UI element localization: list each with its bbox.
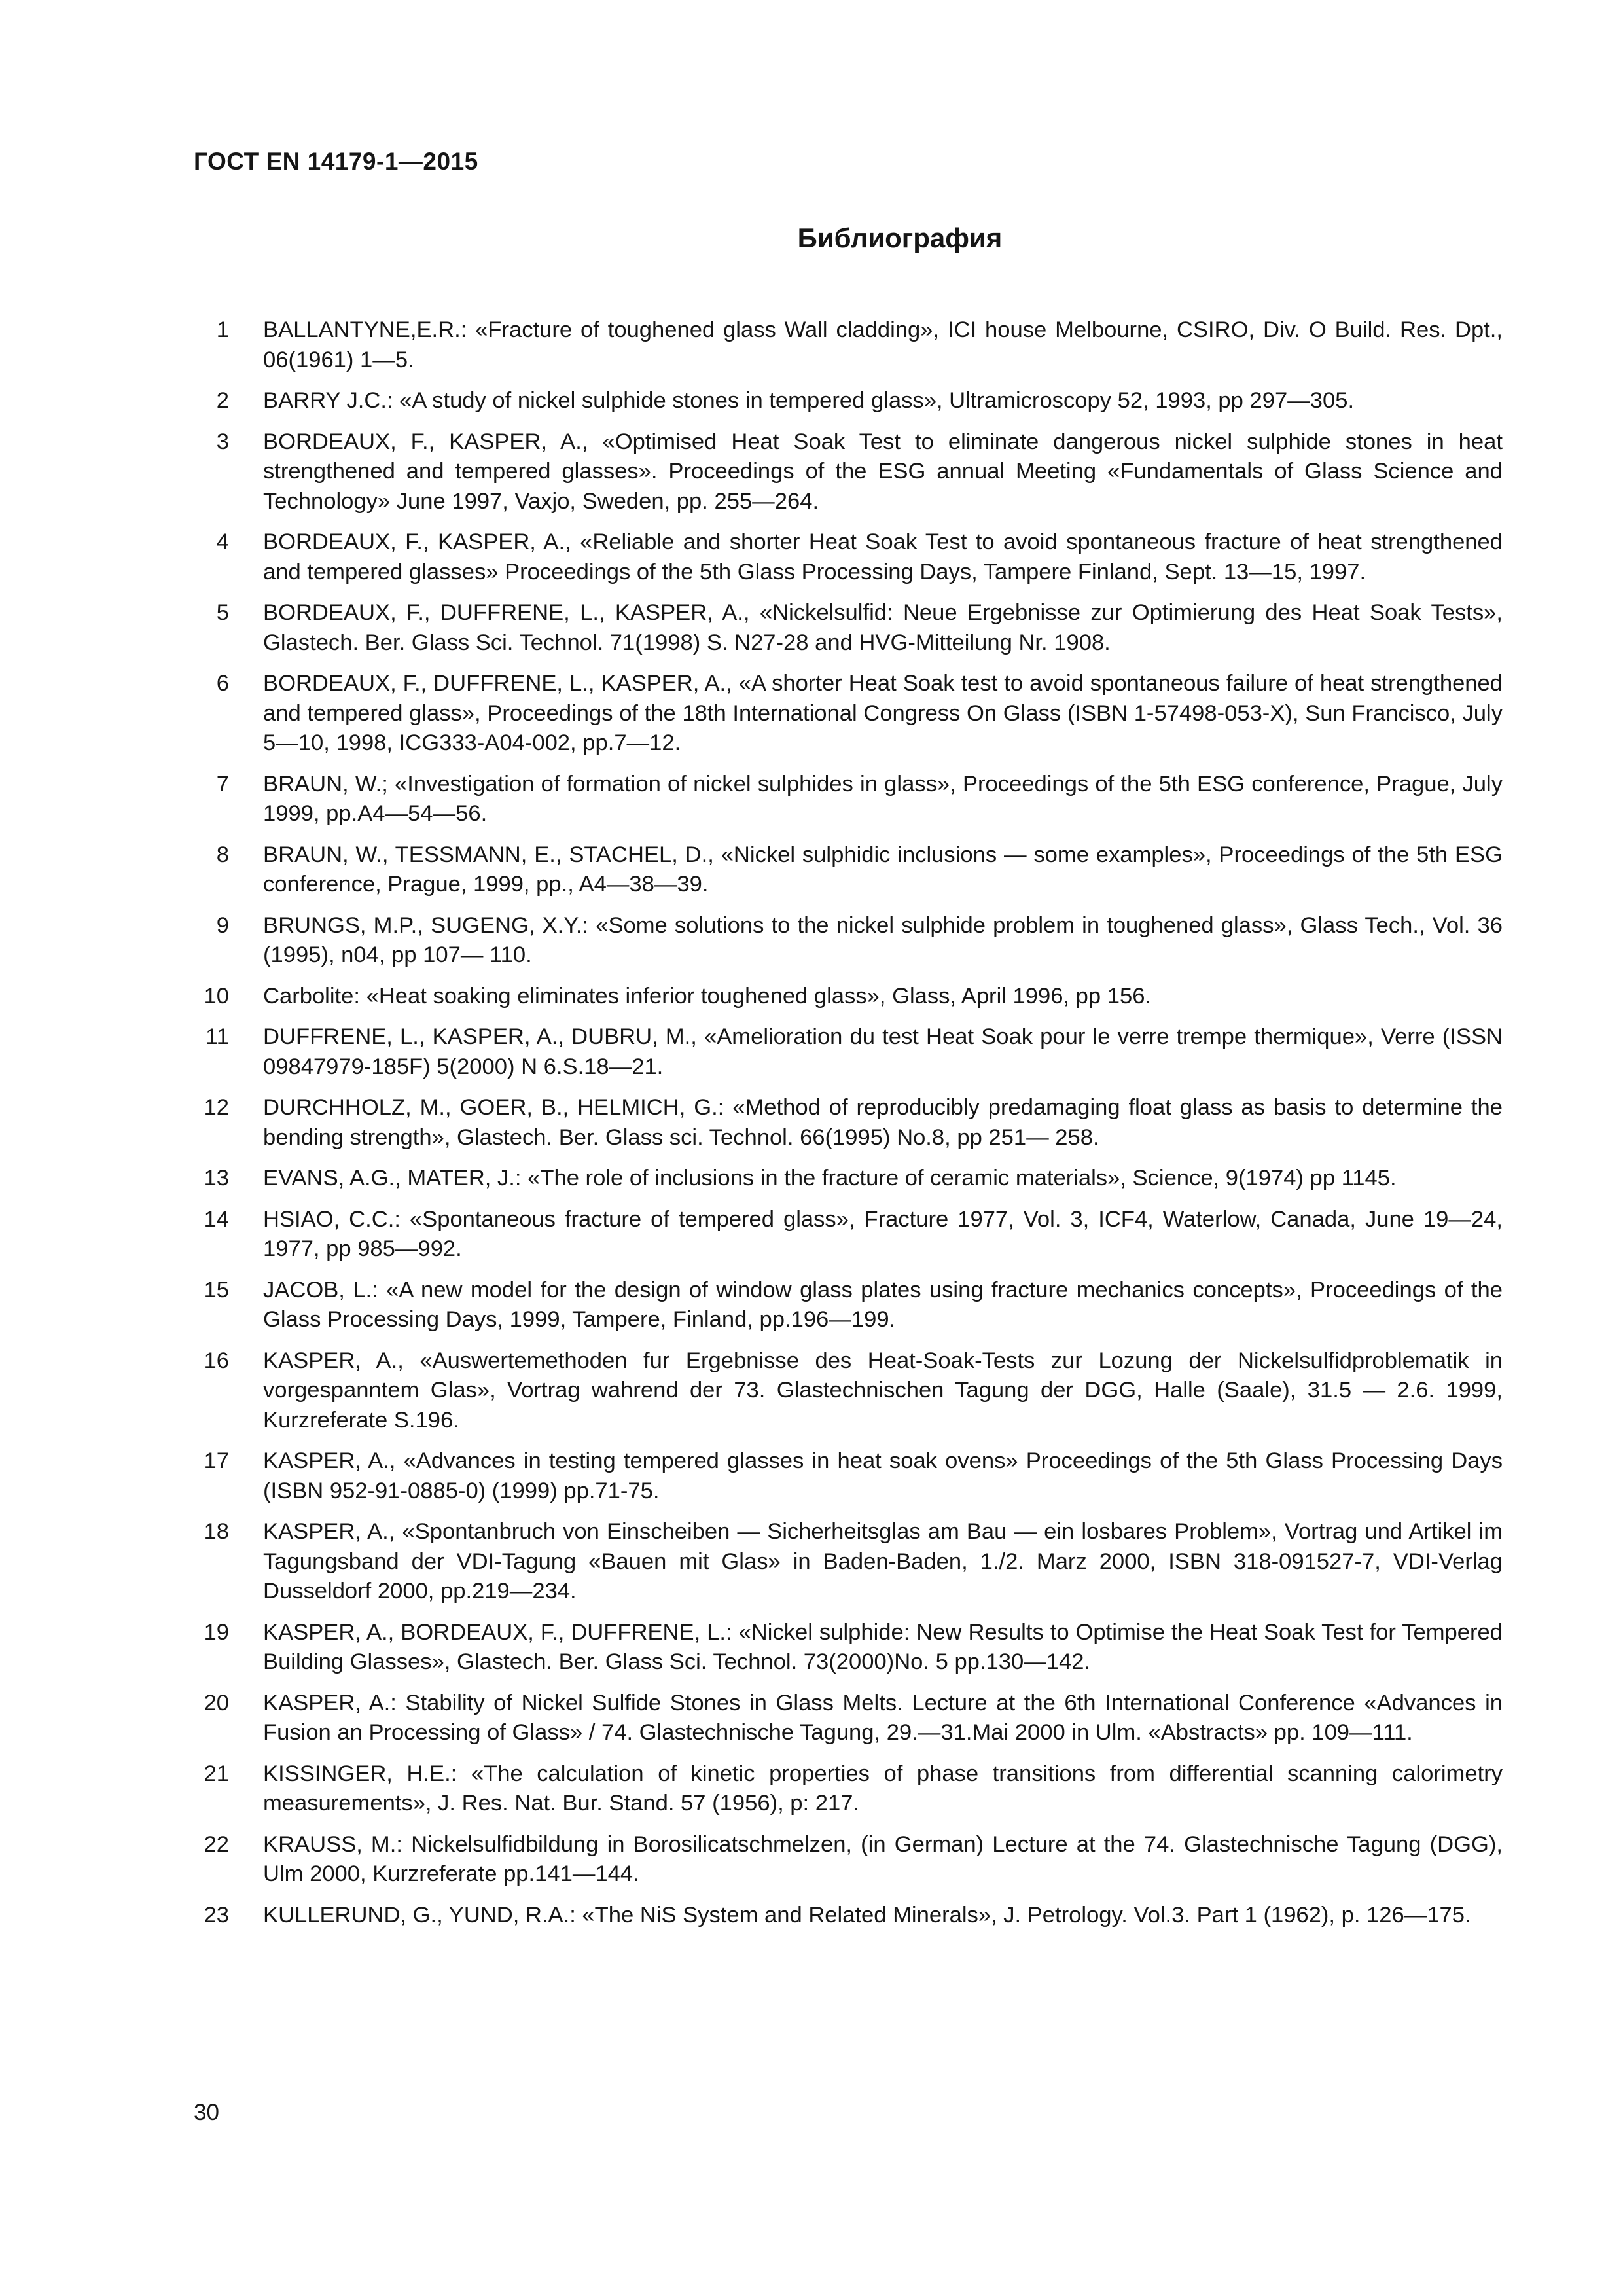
entry-text: KASPER, A., «Auswertemethoden fur Ergebnisse des Heat-Soak-Tests zur Lozung der Nickelsulfidproblematik in vorgespanntem Glas», Vortrag wahrend der 73. Glastechnischen Tagung der DGG, Halle (Saale), 31.5 — 2.6. 1999, Kurzreferate S.196. xyxy=(263,1348,1503,1433)
page-title: Библиография xyxy=(797,223,1003,253)
entry-number: 1 xyxy=(216,317,229,342)
bibliography-entry xyxy=(194,1689,1503,1748)
entry-number: 4 xyxy=(216,529,229,554)
entry-text: Carbolite: «Heat soaking eliminates inferior toughened glass», Glass, April 1996, pp 156. xyxy=(263,983,1152,1009)
bibliography-entry xyxy=(194,1830,1503,1890)
bibliography-entry xyxy=(194,840,1503,900)
entry-number: 22 xyxy=(204,1831,229,1857)
entry-number: 5 xyxy=(216,600,229,625)
entry-number: 23 xyxy=(204,1902,229,1928)
entry-text: KASPER, A.: Stability of Nickel Sulfide Stones in Glass Melts. Lecture at the 6th International Conference «Advances in Fusion an Processing of Glass» / 74. Glastechnische Tagung, 29.—31.Mai 2000 in Ulm. «Abstracts» pp. 109—111. xyxy=(263,1690,1503,1745)
entry-number: 9 xyxy=(216,912,229,938)
bibliography-entry xyxy=(194,1205,1503,1265)
entry-number: 11 xyxy=(205,1024,229,1049)
entry-number: 21 xyxy=(204,1761,229,1786)
entry-number: 19 xyxy=(204,1619,229,1645)
entry-text: EVANS, A.G., MATER, J.: «The role of inclusions in the fracture of ceramic materials», Science, 9(1974) pp 1145. xyxy=(263,1166,1397,1191)
bibliography-entry xyxy=(194,1517,1503,1607)
entry-text: KRAUSS, M.: Nickelsulfidbildung in Borosilicatschmelzen, (in German) Lecture at the 74. Glastechnische Tagung (DGG), Ulm 2000, Kurzreferate pp.141—144. xyxy=(263,1831,1503,1886)
bibliography-entry xyxy=(194,669,1503,759)
bibliography-entry xyxy=(194,528,1503,587)
entry-number: 3 xyxy=(216,429,229,454)
bibliography-entry xyxy=(194,1164,1503,1194)
entry-number: 18 xyxy=(204,1519,229,1544)
entry-text: BORDEAUX, F., KASPER, A., «Reliable and shorter Heat Soak Test to avoid spontaneous fracture of heat strengthened and tempered glasses» Proceedings of the 5th Glass Processing Days, Tampere Finland, Sept. 13—15, 1997. xyxy=(263,529,1503,584)
entry-number: 10 xyxy=(204,983,229,1009)
entry-text: BORDEAUX, F., DUFFRENE, L., KASPER, A., «A shorter Heat Soak test to avoid spontaneous failure of heat strengthened and tempered glass», Proceedings of the 18th International Congress On Glass (ISBN 1-57498-053-X), Sun Francisco, July 5—10, 1998, ICG333-A04-002, pp.7—12. xyxy=(263,671,1503,755)
bibliography-entry xyxy=(194,1446,1503,1506)
entry-text: KASPER, A., «Spontanbruch von Einscheiben — Sicherheitsglas am Bau — ein losbares Problem», Vortrag und Artikel im Tagungsband der VDI-Tagung «Bauen mit Glas» in Baden-Baden, 1./2. Marz 2000, ISBN 318-091527-7, VDI-Verlag Dusseldorf 2000, pp.219—234. xyxy=(263,1519,1503,1604)
document-code-header: ГОСТ EN 14179-1—2015 xyxy=(194,148,478,175)
entry-number: 16 xyxy=(204,1348,229,1373)
entry-number: 6 xyxy=(216,671,229,696)
entry-text: BORDEAUX, F., DUFFRENE, L., KASPER, A., «Nickelsulfid: Neue Ergebnisse zur Optimierung des Heat Soak Tests», Glastech. Ber. Glass Sci. Technol. 71(1998) S. N27-28 and HVG-Mitteilung Nr. 1908. xyxy=(263,600,1503,655)
bibliography-entry xyxy=(194,315,1503,375)
entry-text: BARRY J.C.: «A study of nickel sulphide stones in tempered glass», Ultramicroscopy 52, 1993, pp 297—305. xyxy=(263,388,1355,413)
entry-number: 2 xyxy=(216,388,229,413)
entry-number: 20 xyxy=(204,1690,229,1715)
bibliography-entry xyxy=(194,386,1503,416)
entry-text: BRAUN, W., TESSMANN, E., STACHEL, D., «Nickel sulphidic inclusions — some examples», Proceedings of the 5th ESG conference, Prague, 1999, pp., A4—38—39. xyxy=(263,842,1503,897)
bibliography-entry xyxy=(194,1093,1503,1153)
entry-text: KASPER, A., «Advances in testing tempered glasses in heat soak ovens» Proceedings of the 5th Glass Processing Days (ISBN 952-91-0885-0) (1999) pp.71-75. xyxy=(263,1448,1503,1503)
bibliography-list xyxy=(194,315,1503,1941)
entry-number: 17 xyxy=(204,1448,229,1473)
entry-text: JACOB, L.: «A new model for the design of window glass plates using fracture mechanics concepts», Proceedings of the Glass Processing Days, 1999, Tampere, Finland, pp.196—199. xyxy=(263,1277,1503,1332)
entry-text: BALLANTYNE,E.R.: «Fracture of toughened glass Wall cladding», ICI house Melbourne, CSIRO, Div. O Build. Res. Dpt., 06(1961) 1—5. xyxy=(263,317,1503,372)
bibliography-entry xyxy=(194,1022,1503,1082)
bibliography-entry xyxy=(194,598,1503,658)
bibliography-entry xyxy=(194,1618,1503,1677)
entry-number: 15 xyxy=(204,1277,229,1302)
bibliography-entry xyxy=(194,770,1503,829)
entry-text: HSIAO, C.C.: «Spontaneous fracture of tempered glass», Fracture 1977, Vol. 3, ICF4, Waterlow, Canada, June 19—24, 1977, pp 985—992. xyxy=(263,1206,1503,1261)
bibliography-entry xyxy=(194,1276,1503,1335)
entry-number: 13 xyxy=(204,1166,229,1191)
entry-text: KASPER, A., BORDEAUX, F., DUFFRENE, L.: «Nickel sulphide: New Results to Optimise the Heat Soak Test for Tempered Building Glasses», Glastech. Ber. Glass Sci. Technol. 73(2000)No. 5 pp.130—142. xyxy=(263,1619,1503,1674)
entry-text: DURCHHOLZ, M., GOER, B., HELMICH, G.: «Method of reproducibly predamaging float glass as basis to determine the bending strength», Glastech. Ber. Glass sci. Technol. 66(1995) No.8, pp 251— 258. xyxy=(263,1095,1503,1150)
entry-text: KULLERUND, G., YUND, R.A.: «The NiS System and Related Minerals», J. Petrology. Vol.3. Part 1 (1962), p. 126—175. xyxy=(263,1902,1471,1928)
entry-number: 7 xyxy=(216,771,229,797)
entry-text: DUFFRENE, L., KASPER, A., DUBRU, M., «Amelioration du test Heat Soak pour le verre trempe thermique», Verre (ISSN 09847979-185F) 5(2000) N 6.S.18—21. xyxy=(263,1024,1503,1079)
bibliography-entry xyxy=(194,982,1503,1012)
entry-number: 8 xyxy=(216,842,229,867)
entry-number: 12 xyxy=(204,1095,229,1120)
entry-text: KISSINGER, H.E.: «The calculation of kinetic properties of phase transitions from differential scanning calorimetry measurements», J. Res. Nat. Bur. Stand. 57 (1956), p: 217. xyxy=(263,1761,1503,1816)
bibliography-entry xyxy=(194,427,1503,517)
bibliography-entry xyxy=(194,1346,1503,1436)
bibliography-entry xyxy=(194,1901,1503,1931)
entry-number: 14 xyxy=(204,1206,229,1232)
entry-text: BORDEAUX, F., KASPER, A., «Optimised Heat Soak Test to eliminate dangerous nickel sulphide stones in heat strengthened and tempered glasses». Proceedings of the ESG annual Meeting «Fundamentals of Glass Science and Technology» June 1997, Vaxjo, Sweden, pp. 255—264. xyxy=(263,429,1503,514)
bibliography-entry xyxy=(194,1759,1503,1819)
entry-text: BRUNGS, M.P., SUGENG, X.Y.: «Some solutions to the nickel sulphide problem in toughened glass», Glass Tech., Vol. 36 (1995), n04, pp 107— 110. xyxy=(263,912,1503,967)
entry-text: BRAUN, W.; «Investigation of formation of nickel sulphides in glass», Proceedings of the 5th ESG conference, Prague, July 1999, pp.A4—54—56. xyxy=(263,771,1503,826)
bibliography-entry xyxy=(194,911,1503,971)
page-number: 30 xyxy=(194,2100,219,2125)
